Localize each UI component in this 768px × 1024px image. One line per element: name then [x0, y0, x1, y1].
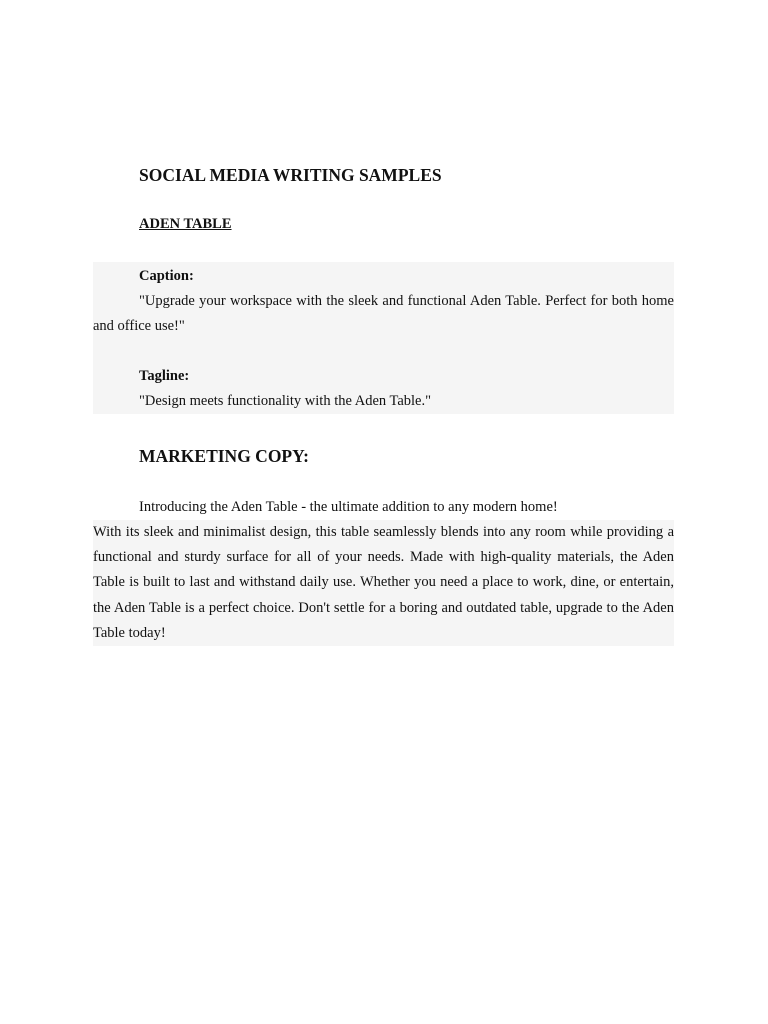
marketing-heading: MARKETING COPY:: [139, 446, 309, 466]
caption-text: "Upgrade your workspace with the sleek and functional Aden Table. Perfect for both home and office use!": [93, 293, 674, 334]
tagline-text: "Design meets functionality with the Aden Table.": [139, 393, 432, 409]
document-title: SOCIAL MEDIA WRITING SAMPLES: [139, 165, 442, 185]
product-heading: ADEN TABLE: [139, 216, 232, 232]
marketing-body: With its sleek and minimalist design, this table seamlessly blends into any room while providing a functional and sturdy surface for all of your needs. Made with high-quality materials, the Aden Table is built to last and withstand daily use. Whether you need a place to work, dine, or entertain, the Aden Table is a perfect choice. Don't settle for a boring and outdated table, upgrade to the Aden Table today!: [93, 520, 674, 646]
caption-label: Caption:: [139, 268, 194, 284]
caption-tagline-block: [93, 262, 674, 414]
marketing-intro: Introducing the Aden Table - the ultimate addition to any modern home!: [139, 499, 558, 515]
spacer: [93, 339, 674, 364]
document-content: [93, 160, 674, 646]
tagline-label: Tagline:: [139, 368, 190, 384]
